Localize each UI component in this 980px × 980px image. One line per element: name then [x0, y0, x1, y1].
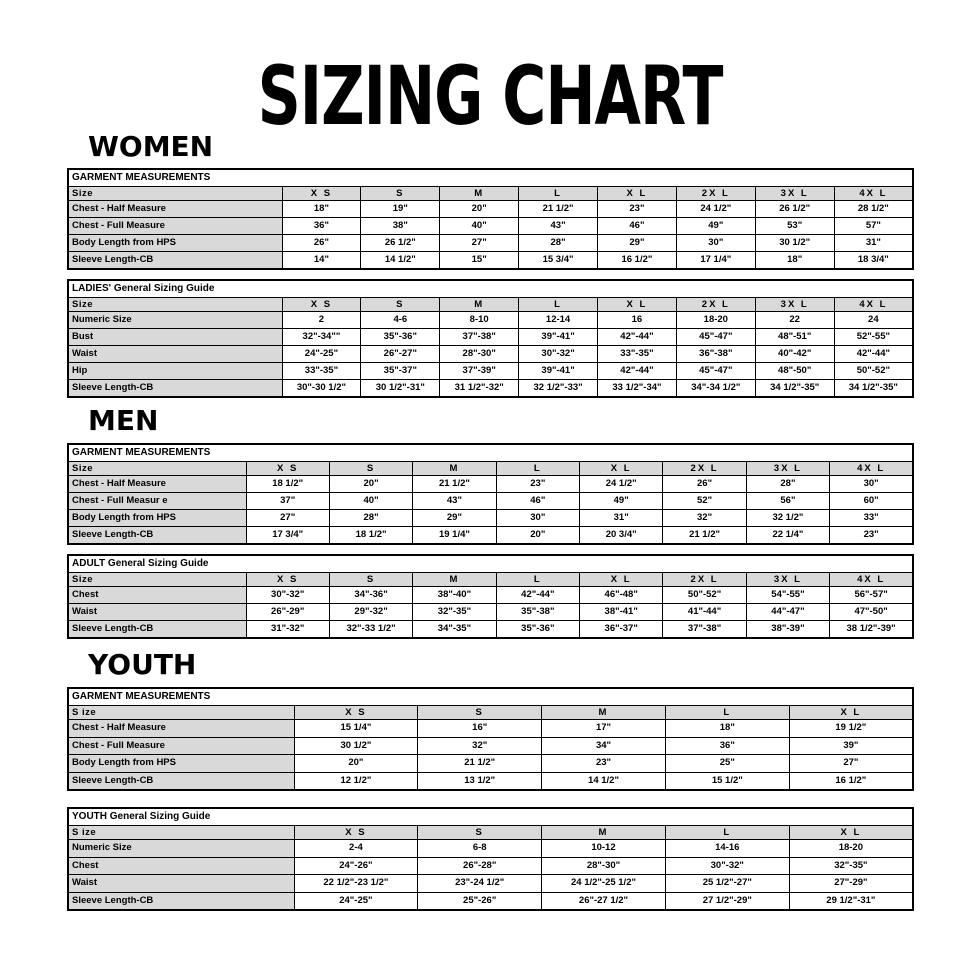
- table-row: [68, 510, 913, 527]
- table-caption: GARMENT MEASUREMENTS: [68, 169, 913, 187]
- measurement-cell: 30": [676, 235, 755, 252]
- measurement-cell: 48"-51": [755, 329, 834, 346]
- measurement-cell: 52": [663, 493, 746, 510]
- size-header: X S: [282, 298, 361, 312]
- measurement-cell: 34": [542, 737, 666, 755]
- men-table-1: [67, 443, 914, 545]
- measurement-cell: 12 1/2": [294, 772, 418, 790]
- measurement-cell: 19": [361, 201, 440, 218]
- measurement-cell: 30 1/2": [294, 737, 418, 755]
- measurement-cell: 31": [580, 510, 663, 527]
- measurement-cell: 20 3/4": [580, 527, 663, 545]
- measurement-cell: 42"-44": [598, 363, 677, 380]
- row-label: Sleeve Length-CB: [68, 892, 294, 910]
- measurement-cell: 16 1/2": [789, 772, 913, 790]
- measurement-cell: 40": [329, 493, 412, 510]
- row-label: Chest - Half Measure: [68, 720, 294, 738]
- measurement-cell: 27 1/2"-29": [665, 892, 789, 910]
- size-header: S: [361, 298, 440, 312]
- table-caption: LADIES' General Sizing Guide: [68, 280, 913, 298]
- size-header: 2X L: [663, 462, 746, 476]
- measurement-cell: 52"-55": [834, 329, 913, 346]
- size-header: S: [361, 187, 440, 201]
- row-label: Numeric Size: [68, 840, 294, 858]
- measurement-cell: 30 1/2": [755, 235, 834, 252]
- measurement-cell: 28 1/2": [834, 201, 913, 218]
- measurement-cell: 57": [834, 218, 913, 235]
- measurement-cell: 42"-44": [496, 587, 579, 604]
- table-row: [68, 892, 913, 910]
- size-header: X S: [246, 573, 329, 587]
- table-caption: GARMENT MEASUREMENTS: [68, 444, 913, 462]
- measurement-cell: 26"-27": [361, 346, 440, 363]
- measurement-cell: 32": [663, 510, 746, 527]
- table-row: [68, 755, 913, 773]
- measurement-cell: 16": [418, 720, 542, 738]
- size-header: 3X L: [755, 298, 834, 312]
- measurement-cell: 24 1/2"-25 1/2": [542, 875, 666, 893]
- measurement-cell: 38": [361, 218, 440, 235]
- measurement-cell: 29": [598, 235, 677, 252]
- measurement-cell: 50"-52": [663, 587, 746, 604]
- measurement-cell: 43": [413, 493, 496, 510]
- measurement-cell: 29": [413, 510, 496, 527]
- measurement-cell: 22 1/2"-23 1/2": [294, 875, 418, 893]
- table-row: [68, 587, 913, 604]
- size-label: Size: [68, 187, 282, 201]
- measurement-cell: 4-6: [361, 312, 440, 329]
- measurement-cell: 25 1/2"-27": [665, 875, 789, 893]
- size-label: Size: [68, 462, 246, 476]
- measurement-cell: 15 1/2": [665, 772, 789, 790]
- size-header: 4X L: [834, 187, 913, 201]
- measurement-cell: 49": [676, 218, 755, 235]
- table-row: [68, 218, 913, 235]
- table-row: [68, 363, 913, 380]
- youth-table-2: [67, 807, 914, 911]
- size-header: S: [329, 462, 412, 476]
- measurement-cell: 24 1/2": [676, 201, 755, 218]
- size-label: Size: [68, 573, 246, 587]
- measurement-cell: 46": [598, 218, 677, 235]
- measurement-cell: 2-4: [294, 840, 418, 858]
- measurement-cell: 22 1/4": [746, 527, 829, 545]
- measurement-cell: 46": [496, 493, 579, 510]
- measurement-cell: 28"-30": [542, 857, 666, 875]
- row-label: Sleeve Length-CB: [68, 380, 282, 398]
- measurement-cell: 32 1/2": [746, 510, 829, 527]
- table-row: [68, 252, 913, 270]
- measurement-cell: 15 3/4": [519, 252, 598, 270]
- measurement-cell: 24 1/2": [580, 476, 663, 493]
- women-table-2: [67, 279, 914, 398]
- measurement-cell: 32"-34"": [282, 329, 361, 346]
- size-header: L: [519, 187, 598, 201]
- measurement-cell: 30"-32": [246, 587, 329, 604]
- section-heading-youth: YOUTH: [88, 648, 197, 681]
- measurement-cell: 18": [755, 252, 834, 270]
- measurement-cell: 45"-47": [676, 363, 755, 380]
- measurement-cell: 37": [246, 493, 329, 510]
- measurement-cell: 18 3/4": [834, 252, 913, 270]
- table-row: [68, 857, 913, 875]
- size-header: L: [665, 826, 789, 840]
- measurement-cell: 34"-34 1/2": [676, 380, 755, 398]
- measurement-cell: 36"-38": [676, 346, 755, 363]
- measurement-cell: 14-16: [665, 840, 789, 858]
- measurement-cell: 27"-29": [789, 875, 913, 893]
- measurement-cell: 23": [496, 476, 579, 493]
- measurement-cell: 20": [329, 476, 412, 493]
- table-row: [68, 737, 913, 755]
- measurement-cell: 28": [519, 235, 598, 252]
- row-label: Hip: [68, 363, 282, 380]
- measurement-cell: 30 1/2"-31": [361, 380, 440, 398]
- measurement-cell: 38"-41": [580, 604, 663, 621]
- size-header: X L: [789, 706, 913, 720]
- measurement-cell: 18 1/2": [329, 527, 412, 545]
- size-header: X S: [282, 187, 361, 201]
- size-header: X L: [580, 462, 663, 476]
- size-header: 2X L: [663, 573, 746, 587]
- table-row: [68, 380, 913, 398]
- measurement-cell: 29"-32": [329, 604, 412, 621]
- measurement-cell: 24: [834, 312, 913, 329]
- measurement-cell: 33"-35": [598, 346, 677, 363]
- measurement-cell: 39": [789, 737, 913, 755]
- measurement-cell: 40"-42": [755, 346, 834, 363]
- measurement-cell: 18 1/2": [246, 476, 329, 493]
- size-header: S: [418, 826, 542, 840]
- measurement-cell: 16 1/2": [598, 252, 677, 270]
- row-label: Chest - Full Measure: [68, 218, 282, 235]
- measurement-cell: 21 1/2": [663, 527, 746, 545]
- measurement-cell: 43": [519, 218, 598, 235]
- table-caption: GARMENT MEASUREMENTS: [68, 688, 913, 706]
- measurement-cell: 60": [830, 493, 913, 510]
- size-header: 2X L: [676, 187, 755, 201]
- size-header: M: [542, 826, 666, 840]
- measurement-cell: 31": [834, 235, 913, 252]
- measurement-cell: 26": [663, 476, 746, 493]
- size-header: L: [496, 462, 579, 476]
- table-row: [68, 720, 913, 738]
- measurement-cell: 18-20: [676, 312, 755, 329]
- size-header: X L: [598, 298, 677, 312]
- section-heading-women: WOMEN: [88, 130, 214, 163]
- row-label: Waist: [68, 346, 282, 363]
- measurement-cell: 32"-35": [789, 857, 913, 875]
- measurement-cell: 38"-40": [413, 587, 496, 604]
- measurement-cell: 6-8: [418, 840, 542, 858]
- measurement-cell: 40": [440, 218, 519, 235]
- measurement-cell: 37"-38": [440, 329, 519, 346]
- table-caption: ADULT General Sizing Guide: [68, 555, 913, 573]
- measurement-cell: 38"-39": [746, 621, 829, 639]
- size-header: S: [418, 706, 542, 720]
- measurement-cell: 15 1/4": [294, 720, 418, 738]
- size-label: S ize: [68, 706, 294, 720]
- measurement-cell: 13 1/2": [418, 772, 542, 790]
- row-label: Waist: [68, 875, 294, 893]
- youth-table-1: [67, 687, 914, 791]
- measurement-cell: 24"-25": [282, 346, 361, 363]
- row-label: Chest: [68, 587, 246, 604]
- size-header: 3X L: [755, 187, 834, 201]
- size-header: M: [440, 298, 519, 312]
- row-label: Sleeve Length-CB: [68, 772, 294, 790]
- measurement-cell: 14 1/2": [361, 252, 440, 270]
- measurement-cell: 37"-39": [440, 363, 519, 380]
- measurement-cell: 30"-30 1/2": [282, 380, 361, 398]
- table-row: [68, 346, 913, 363]
- row-label: Chest - Full Measure: [68, 737, 294, 755]
- table-row: [68, 329, 913, 346]
- size-header: 3X L: [746, 462, 829, 476]
- measurement-cell: 21 1/2": [418, 755, 542, 773]
- table-row: [68, 235, 913, 252]
- measurement-cell: 30": [496, 510, 579, 527]
- table-row: [68, 604, 913, 621]
- size-header: 4X L: [830, 573, 913, 587]
- size-label: S ize: [68, 826, 294, 840]
- measurement-cell: 17 1/4": [676, 252, 755, 270]
- measurement-cell: 47"-50": [830, 604, 913, 621]
- size-header: 4X L: [834, 298, 913, 312]
- row-label: Sleeve Length-CB: [68, 621, 246, 639]
- measurement-cell: 33"-35": [282, 363, 361, 380]
- measurement-cell: 14 1/2": [542, 772, 666, 790]
- measurement-cell: 18-20: [789, 840, 913, 858]
- measurement-cell: 49": [580, 493, 663, 510]
- measurement-cell: 25": [665, 755, 789, 773]
- table-row: [68, 493, 913, 510]
- measurement-cell: 28": [329, 510, 412, 527]
- measurement-cell: 18": [665, 720, 789, 738]
- section-heading-men: MEN: [88, 404, 159, 437]
- measurement-cell: 28"-30": [440, 346, 519, 363]
- row-label: Chest - Half Measure: [68, 201, 282, 218]
- measurement-cell: 37"-38": [663, 621, 746, 639]
- row-label: Chest: [68, 857, 294, 875]
- size-header: X L: [789, 826, 913, 840]
- table-row: [68, 621, 913, 639]
- measurement-cell: 36": [282, 218, 361, 235]
- size-header: M: [413, 573, 496, 587]
- table-row: [68, 772, 913, 790]
- measurement-cell: 50"-52": [834, 363, 913, 380]
- measurement-cell: 38 1/2"-39": [830, 621, 913, 639]
- measurement-cell: 35"-36": [361, 329, 440, 346]
- size-header: X S: [294, 826, 418, 840]
- measurement-cell: 31"-32": [246, 621, 329, 639]
- measurement-cell: 27": [789, 755, 913, 773]
- measurement-cell: 30": [830, 476, 913, 493]
- table-row: [68, 527, 913, 545]
- measurement-cell: 22: [755, 312, 834, 329]
- measurement-cell: 42"-44": [834, 346, 913, 363]
- men-table-2: [67, 554, 914, 639]
- measurement-cell: 29 1/2"-31": [789, 892, 913, 910]
- table-caption: YOUTH General Sizing Guide: [68, 808, 913, 826]
- measurement-cell: 46"-48": [580, 587, 663, 604]
- measurement-cell: 35"-36": [496, 621, 579, 639]
- size-header: M: [413, 462, 496, 476]
- measurement-cell: 15": [440, 252, 519, 270]
- table-row: [68, 875, 913, 893]
- measurement-cell: 27": [246, 510, 329, 527]
- page-title: SIZING CHART: [257, 49, 723, 145]
- size-header: X S: [294, 706, 418, 720]
- measurement-cell: 17 3/4": [246, 527, 329, 545]
- row-label: Bust: [68, 329, 282, 346]
- measurement-cell: 32": [418, 737, 542, 755]
- measurement-cell: 23": [598, 201, 677, 218]
- measurement-cell: 48"-50": [755, 363, 834, 380]
- measurement-cell: 30"-32": [519, 346, 598, 363]
- size-header: M: [542, 706, 666, 720]
- measurement-cell: 32 1/2"-33": [519, 380, 598, 398]
- measurement-cell: 27": [440, 235, 519, 252]
- measurement-cell: 16: [598, 312, 677, 329]
- size-header: X L: [580, 573, 663, 587]
- table-row: [68, 840, 913, 858]
- row-label: Body Length from HPS: [68, 755, 294, 773]
- size-header: M: [440, 187, 519, 201]
- row-label: Chest - Half Measure: [68, 476, 246, 493]
- measurement-cell: 56"-57": [830, 587, 913, 604]
- row-label: Waist: [68, 604, 246, 621]
- size-label: Size: [68, 298, 282, 312]
- measurement-cell: 36"-37": [580, 621, 663, 639]
- measurement-cell: 39"-41": [519, 329, 598, 346]
- table-row: [68, 201, 913, 218]
- measurement-cell: 30"-32": [665, 857, 789, 875]
- measurement-cell: 8-10: [440, 312, 519, 329]
- size-header: X L: [598, 187, 677, 201]
- measurement-cell: 35"-38": [496, 604, 579, 621]
- measurement-cell: 23"-24 1/2": [418, 875, 542, 893]
- size-header: L: [665, 706, 789, 720]
- row-label: Numeric Size: [68, 312, 282, 329]
- measurement-cell: 2: [282, 312, 361, 329]
- measurement-cell: 33 1/2"-34": [598, 380, 677, 398]
- measurement-cell: 14": [282, 252, 361, 270]
- measurement-cell: 36": [665, 737, 789, 755]
- table-row: [68, 312, 913, 329]
- size-header: 3X L: [746, 573, 829, 587]
- measurement-cell: 34 1/2"-35": [834, 380, 913, 398]
- measurement-cell: 18": [282, 201, 361, 218]
- measurement-cell: 56": [746, 493, 829, 510]
- measurement-cell: 12-14: [519, 312, 598, 329]
- measurement-cell: 23": [830, 527, 913, 545]
- measurement-cell: 26"-27 1/2": [542, 892, 666, 910]
- measurement-cell: 20": [496, 527, 579, 545]
- measurement-cell: 41"-44": [663, 604, 746, 621]
- measurement-cell: 54"-55": [746, 587, 829, 604]
- measurement-cell: 34"-35": [413, 621, 496, 639]
- row-label: Body Length from HPS: [68, 510, 246, 527]
- measurement-cell: 10-12: [542, 840, 666, 858]
- size-header: S: [329, 573, 412, 587]
- row-label: Sleeve Length-CB: [68, 252, 282, 270]
- measurement-cell: 19 1/2": [789, 720, 913, 738]
- size-header: 2X L: [676, 298, 755, 312]
- size-header: X S: [246, 462, 329, 476]
- measurement-cell: 21 1/2": [519, 201, 598, 218]
- measurement-cell: 23": [542, 755, 666, 773]
- measurement-cell: 24"-26": [294, 857, 418, 875]
- measurement-cell: 35"-37": [361, 363, 440, 380]
- measurement-cell: 20": [440, 201, 519, 218]
- measurement-cell: 53": [755, 218, 834, 235]
- measurement-cell: 44"-47": [746, 604, 829, 621]
- measurement-cell: 42"-44": [598, 329, 677, 346]
- women-table-1: [67, 168, 914, 270]
- measurement-cell: 26 1/2": [755, 201, 834, 218]
- measurement-cell: 19 1/4": [413, 527, 496, 545]
- measurement-cell: 34 1/2"-35": [755, 380, 834, 398]
- measurement-cell: 33": [830, 510, 913, 527]
- measurement-cell: 17": [542, 720, 666, 738]
- row-label: Body Length from HPS: [68, 235, 282, 252]
- size-header: L: [496, 573, 579, 587]
- measurement-cell: 26 1/2": [361, 235, 440, 252]
- measurement-cell: 28": [746, 476, 829, 493]
- measurement-cell: 26"-29": [246, 604, 329, 621]
- row-label: Sleeve Length-CB: [68, 527, 246, 545]
- measurement-cell: 39"-41": [519, 363, 598, 380]
- measurement-cell: 26": [282, 235, 361, 252]
- measurement-cell: 32"-33 1/2": [329, 621, 412, 639]
- size-header: L: [519, 298, 598, 312]
- measurement-cell: 31 1/2"-32": [440, 380, 519, 398]
- measurement-cell: 21 1/2": [413, 476, 496, 493]
- table-row: [68, 476, 913, 493]
- row-label: Chest - Full Measur e: [68, 493, 246, 510]
- measurement-cell: 24"-25": [294, 892, 418, 910]
- measurement-cell: 26"-28": [418, 857, 542, 875]
- measurement-cell: 45"-47": [676, 329, 755, 346]
- measurement-cell: 32"-35": [413, 604, 496, 621]
- size-header: 4X L: [830, 462, 913, 476]
- measurement-cell: 20": [294, 755, 418, 773]
- measurement-cell: 34"-36": [329, 587, 412, 604]
- measurement-cell: 25"-26": [418, 892, 542, 910]
